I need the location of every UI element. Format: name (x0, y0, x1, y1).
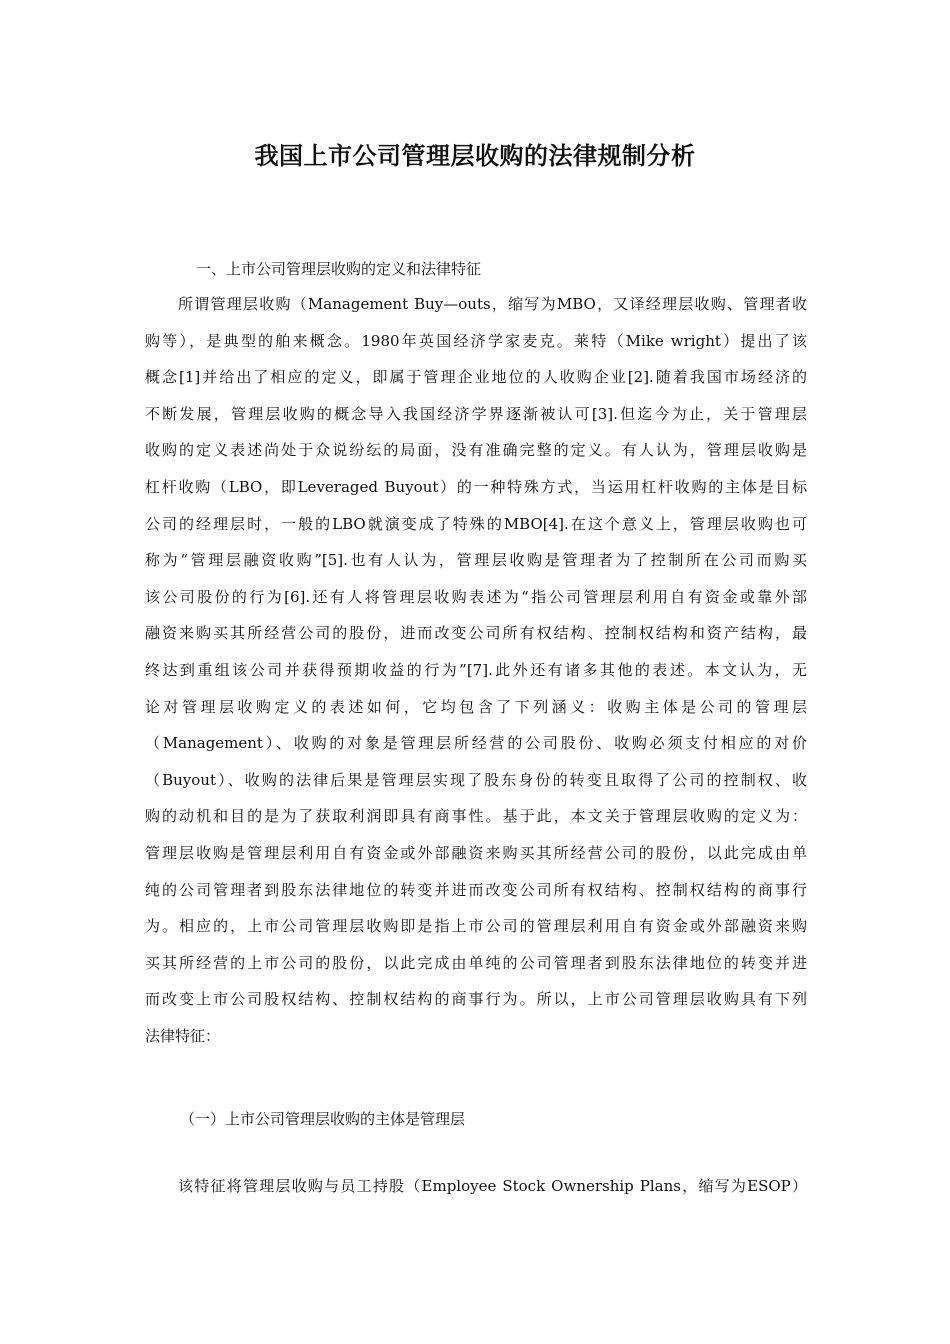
text-line: 该公司股份的行为[6].还有人将管理层收购表述为“指公司管理层利用自有资金或靠外部 (145, 587, 807, 606)
section-heading-1: 一、上市公司管理层收购的定义和法律特征 (196, 260, 482, 278)
text-line: 而改变上市公司股权结构、控制权结构的商事行为。所以，上市公司管理层收购具有下列 (145, 990, 807, 1009)
text-line: 收购的定义表述尚处于众说纷纭的局面，没有准确完整的定义。有人认为，管理层收购是 (145, 441, 807, 460)
text-line: 买其所经营的上市公司的股份，以此完成由单纯的公司管理者到股东法律地位的转变并进 (145, 953, 807, 972)
text-line: 购的动机和目的是为了获取利润即具有商事性。基于此，本文关于管理层收购的定义为： (145, 807, 807, 826)
text-line: 为。相应的，上市公司管理层收购即是指上市公司的管理层利用自有资金或外部融资来购 (145, 917, 807, 936)
text-line: 终达到重组该公司并获得预期收益的行为”[7].此外还有诸多其他的表述。本文认为，无 (145, 660, 807, 679)
text-line: 不断发展，管理层收购的概念导入我国经济学界逐渐被认可[3].但迄今为止，关于管理层 (145, 404, 807, 423)
text-line: 纯的公司管理者到股东法律地位的转变并进而改变公司所有权结构、控制权结构的商事行 (145, 880, 807, 899)
text-line: 论对管理层收购定义的表述如何，它均包含了下列涵义：收购主体是公司的管理层 (145, 697, 807, 716)
text-line: （Management）、收购的对象是管理层所经营的公司股份、收购必须支付相应的对价 (145, 734, 807, 753)
text-line: 公司的经理层时，一般的LBO就演变成了特殊的MBO[4].在这个意义上，管理层收购也可 (145, 514, 807, 533)
text-line: 称为“管理层融资收购”[5].也有人认为，管理层收购是管理者为了控制所在公司而购买 (145, 551, 807, 570)
text-line: 管理层收购是管理层利用自有资金或外部融资来购买其所经营公司的股份，以此完成由单 (145, 843, 807, 862)
document-title: 我国上市公司管理层收购的法律规制分析 (254, 141, 696, 170)
text-line: （Buyout）、收购的法律后果是管理层实现了股东身份的转变且取得了公司的控制权、收 (145, 770, 807, 789)
paragraph-2 (145, 1168, 807, 1205)
text-line: 该特征将管理层收购与员工持股（Employee Stock Ownership Plans，缩写为ESOP） (178, 1177, 807, 1195)
text-line: 法律特征： (145, 1026, 221, 1045)
text-line: 杠杆收购（LBO，即Leveraged Buyout）的一种特殊方式，当运用杠杆收购的主体是目标 (145, 477, 807, 496)
text-line: 概念[1]并给出了相应的定义，即属于管理企业地位的人收购企业[2].随着我国市场经济的 (145, 368, 807, 387)
subsection-heading-1: （一）上市公司管理层收购的主体是管理层 (180, 1110, 466, 1128)
text-line: 融资来购买其所经营公司的股份，进而改变公司所有权结构、控制权结构和资产结构，最 (145, 624, 807, 643)
text-line: 所谓管理层收购（Management Buy—outs，缩写为MBO，又译经理层收购、管理者收 (178, 295, 807, 313)
text-line: 购等），是典型的舶来概念。1980年英国经济学家麦克。莱特（Mike wright）提出了该 (145, 331, 807, 350)
paragraph-1 (145, 286, 807, 1054)
